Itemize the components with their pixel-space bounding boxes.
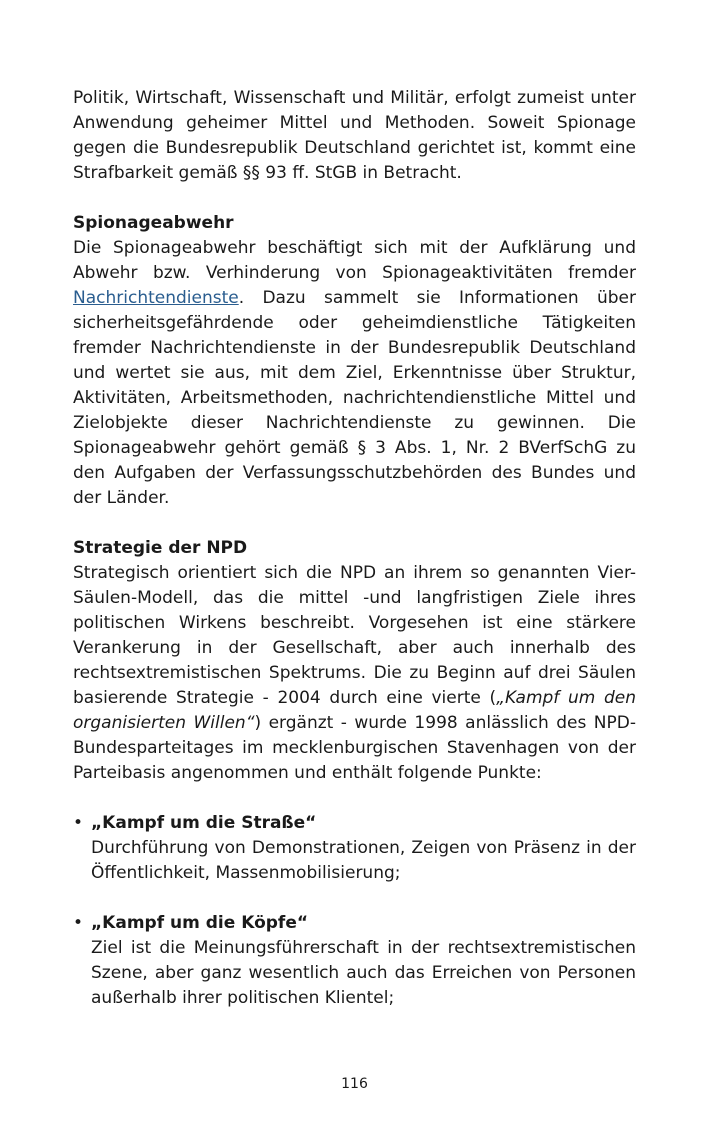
nachrichtendienste-link[interactable]: Nachrichtendienste — [73, 288, 239, 308]
italic-quote: „Kampf um den organisierten Willen“ — [73, 688, 636, 733]
paragraph-text: . Dazu sammelt sie Informationen über sicherheitsgefährdende oder geheimdienstliche Tätigkeiten fremder Nachrichtendienste in der Bundesrepublik Deutschland und wertet sie aus, mit dem Ziel, Erkenntnisse über Struktur, Aktivitäten, Arbeitsmethoden, nachrichtendienstliche Mittel und Zielobjekte dieser Nachrichtendienste zu gewinnen. Die Spionageabwehr gehört gemäß § 3 Abs. 1, Nr. 2 BVerfSchG zu den Aufgaben der Verfassungsschutzbehörden des Bundes und der Länder. — [73, 288, 636, 508]
bullet-text: Durchführung von Demonstrationen, Zeigen von Präsenz in der Öffentlichkeit, Massenmobilisierung; — [91, 838, 636, 883]
paragraph-text: ) ergänzt - wurde 1998 anlässlich des NPD-Bundesparteitages im mecklenburgischen Stavenhagen von der Parteibasis angenommen und enthält folgende Punkte: — [73, 713, 636, 783]
bullet-list — [73, 811, 636, 1011]
section-paragraph — [73, 236, 636, 511]
section-paragraph — [73, 561, 636, 786]
intro-paragraph: Politik, Wirtschaft, Wissenschaft und Militär, erfolgt zumeist unter Anwendung geheimer Mittel und Methoden. Soweit Spionage gegen die Bundesrepublik Deutschland gerichtet ist, kommt eine Strafbarkeit gemäß §§ 93 ff. StGB in Betracht. — [73, 88, 636, 183]
section-strategie — [73, 536, 636, 786]
paragraph-text: Die Spionageabwehr beschäftigt sich mit der Aufklärung und Abwehr bzw. Verhinderung von Spionageaktivitäten fremder — [73, 238, 636, 283]
section-spionageabwehr — [73, 211, 636, 511]
section-heading: Spionageabwehr — [73, 213, 234, 233]
spacer — [73, 511, 636, 536]
bullet-title: „Kampf um die Straße“ — [91, 813, 317, 833]
bullet-marker: • — [73, 813, 84, 833]
bullet-item — [73, 811, 636, 886]
bullet-marker: • — [73, 913, 84, 933]
spacer — [73, 786, 636, 811]
bullet-title: „Kampf um die Köpfe“ — [91, 913, 309, 933]
section-heading: Strategie der NPD — [73, 538, 248, 558]
spacer — [73, 186, 636, 211]
spacer — [73, 886, 636, 911]
page-number: 116 — [341, 1076, 368, 1092]
page-content — [73, 86, 636, 1011]
bullet-item — [73, 911, 636, 1011]
paragraph-text: Strategisch orientiert sich die NPD an ihrem so genannten Vier-Säulen-Modell, das die mittel -und langfristigen Ziele ihres politischen Wirkens beschreibt. Vorgesehen ist eine stärkere Verankerung in der Gesellschaft, aber auch innerhalb des rechtsextremistischen Spektrums. Die zu Beginn auf drei Säulen basierende Strategie - 2004 durch eine vierte ( — [73, 563, 636, 708]
bullet-text: Ziel ist die Meinungsführerschaft in der rechtsextremistischen Szene, aber ganz wesentlich auch das Erreichen von Personen außerhalb ihrer politischen Klientel; — [91, 938, 636, 1008]
